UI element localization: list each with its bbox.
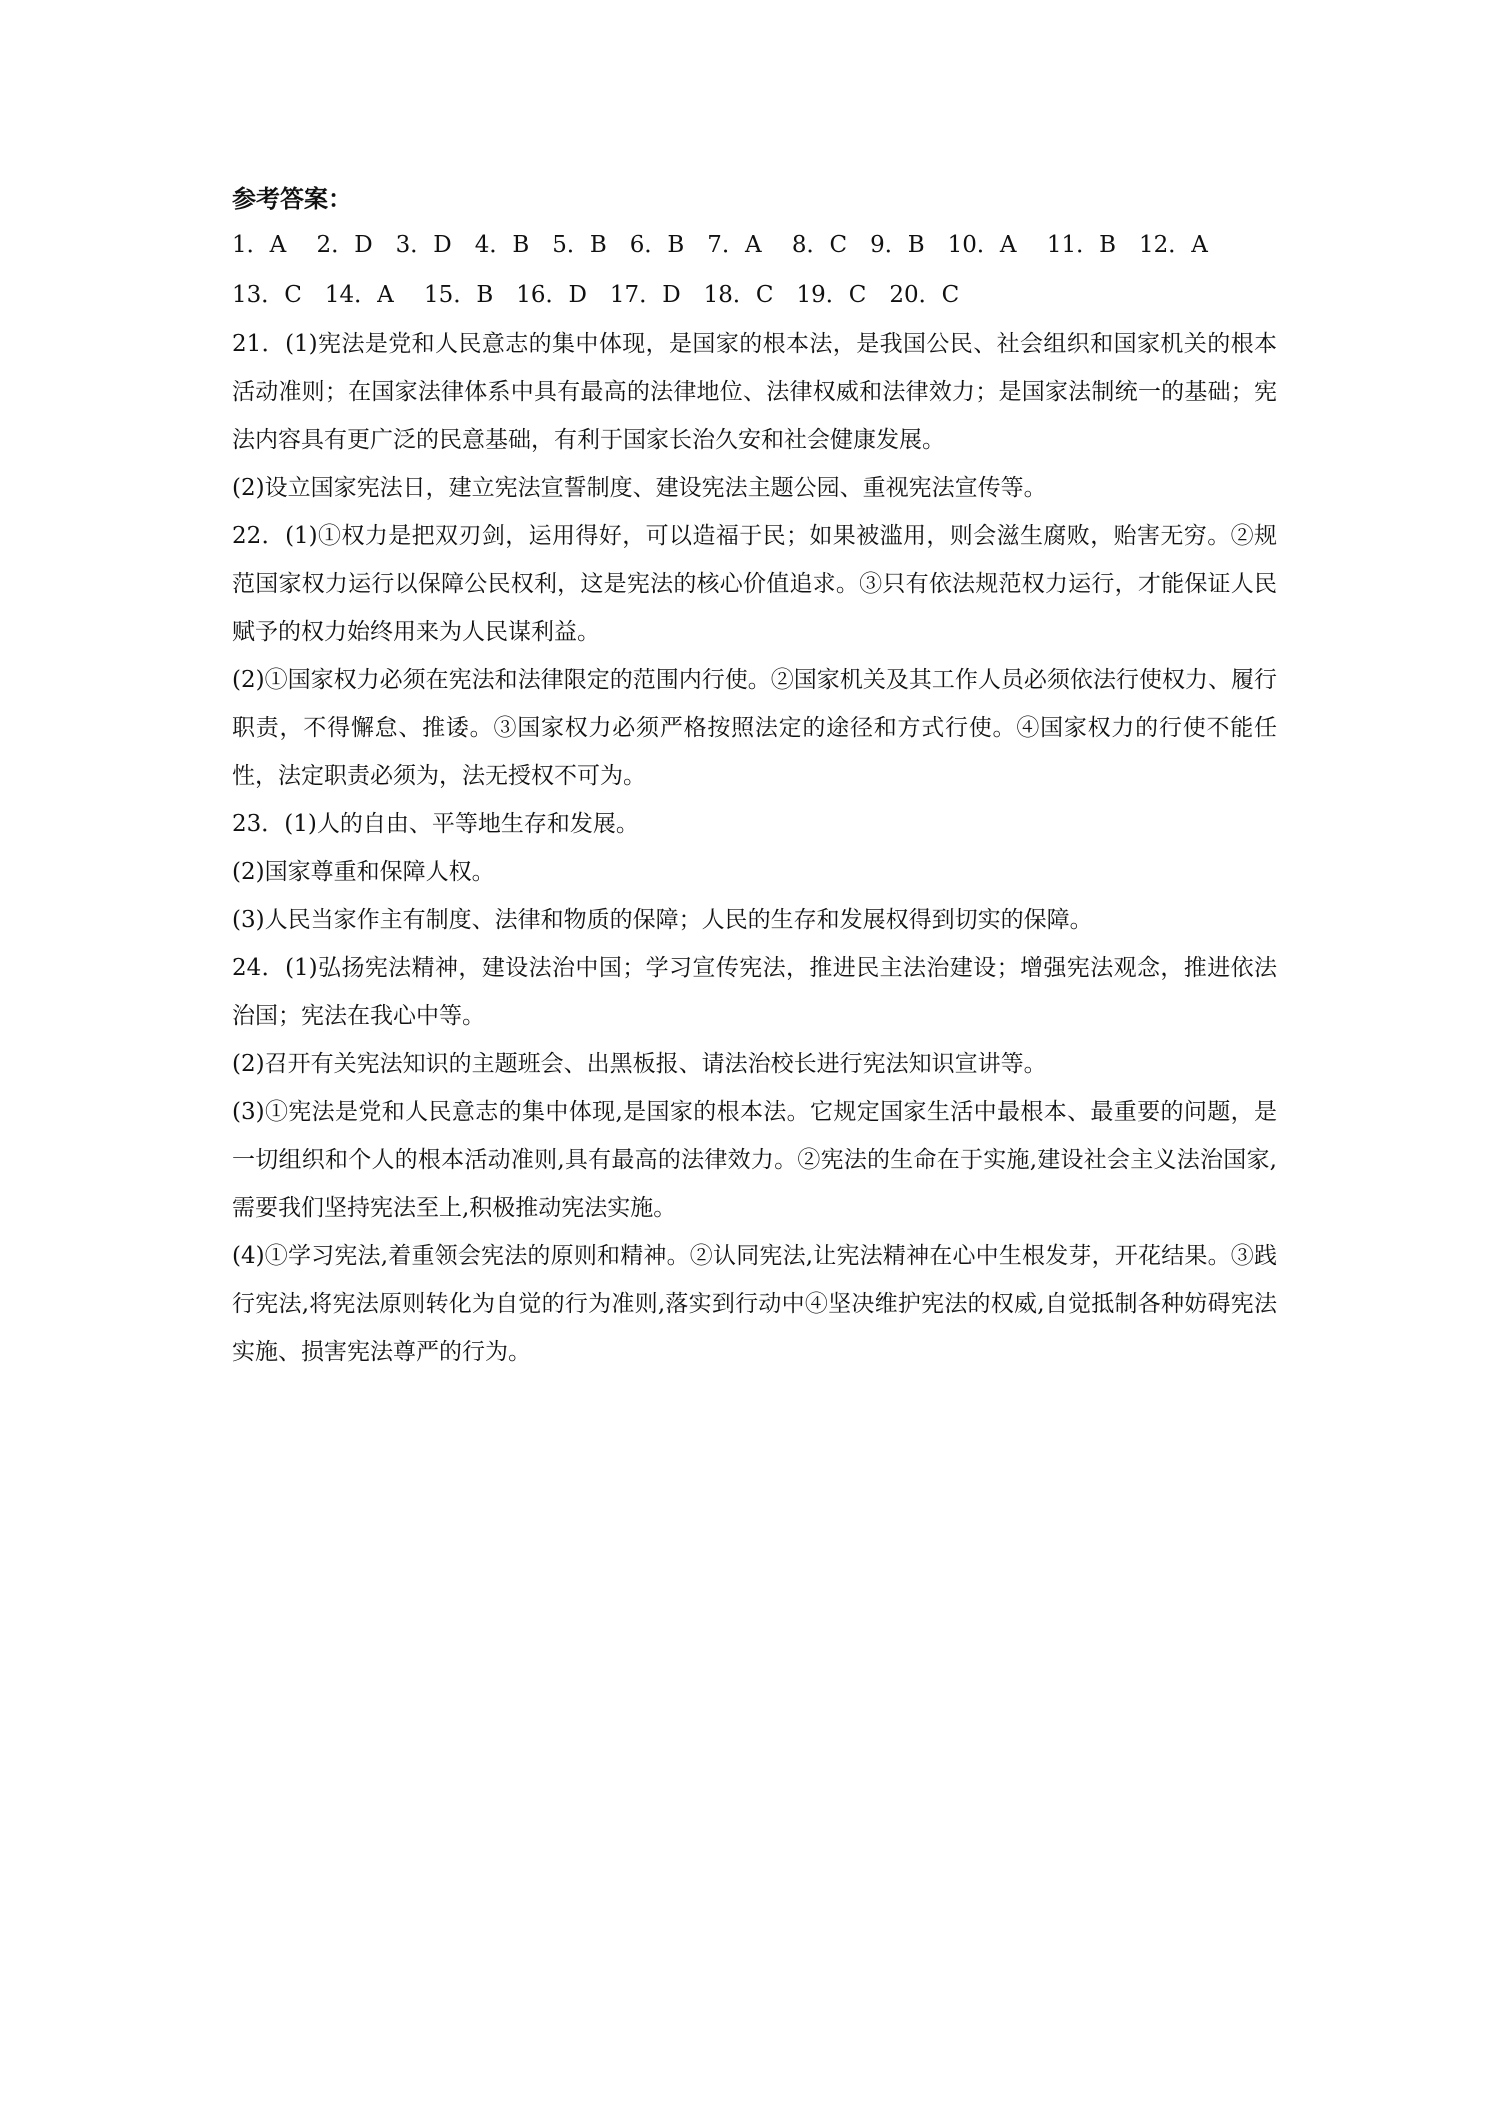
answer-24-part-1: 24．(1)弘扬宪法精神，建设法治中国；学习宣传宪法，推进民主法治建设；增强宪法观念，推进依法治国；宪法在我心中等。 (232, 955, 1277, 1029)
choice-answers-line-2: 13．C 14．A 15．B 16．D 17．D 18．C 19．C 20．C (232, 282, 960, 308)
answer-key-document (232, 178, 1277, 1376)
answer-24-part-3: (3)①宪法是党和人民意志的集中体现,是国家的根本法。它规定国家生活中最根本、最重要的问题，是一切组织和个人的根本活动准则,具有最高的法律效力。②宪法的生命在于实施,建设社会主义法治国家,需要我们坚持宪法至上,积极推动宪法实施。 (232, 1099, 1277, 1221)
answer-21-part-1: 21．(1)宪法是党和人民意志的集中体现，是国家的根本法，是我国公民、社会组织和国家机关的根本活动准则；在国家法律体系中具有最高的法律地位、法律权威和法律效力；是国家法制统一的基础；宪法内容具有更广泛的民意基础，有利于国家长治久安和社会健康发展。 (232, 331, 1277, 453)
answer-24-part-2: (2)召开有关宪法知识的主题班会、出黑板报、请法治校长进行宪法知识宣讲等。 (232, 1051, 1047, 1077)
answer-22-part-2: (2)①国家权力必须在宪法和法律限定的范围内行使。②国家机关及其工作人员必须依法行使权力、履行职责，不得懈怠、推诿。③国家权力必须严格按照法定的途径和方式行使。④国家权力的行使不能任性，法定职责必须为，法无授权不可为。 (232, 667, 1277, 789)
answer-22-part-1: 22．(1)①权力是把双刃剑，运用得好，可以造福于民；如果被滥用，则会滋生腐败，贻害无穷。②规范国家权力运行以保障公民权利，这是宪法的核心价值追求。③只有依法规范权力运行，才能保证人民赋予的权力始终用来为人民谋利益。 (232, 523, 1277, 645)
choice-answers-line-1: 1．A 2．D 3．D 4．B 5．B 6．B 7．A 8．C 9．B 10．A 11．B 12．A (232, 232, 1208, 258)
answer-23-part-3: (3)人民当家作主有制度、法律和物质的保障；人民的生存和发展权得到切实的保障。 (232, 907, 1093, 933)
answer-21-part-2: (2)设立国家宪法日，建立宪法宣誓制度、建设宪法主题公园、重视宪法宣传等。 (232, 475, 1047, 501)
answer-24-part-4: (4)①学习宪法,着重领会宪法的原则和精神。②认同宪法,让宪法精神在心中生根发芽，开花结果。③践行宪法,将宪法原则转化为自觉的行为准则,落实到行动中④坚决维护宪法的权威,自觉抵制各种妨碍宪法实施、损害宪法尊严的行为。 (232, 1243, 1277, 1365)
answer-23-part-2: (2)国家尊重和保障人权。 (232, 859, 495, 885)
answer-key-heading: 参考答案： (232, 184, 352, 213)
answer-23-part-1: 23．(1)人的自由、平等地生存和发展。 (232, 811, 639, 837)
